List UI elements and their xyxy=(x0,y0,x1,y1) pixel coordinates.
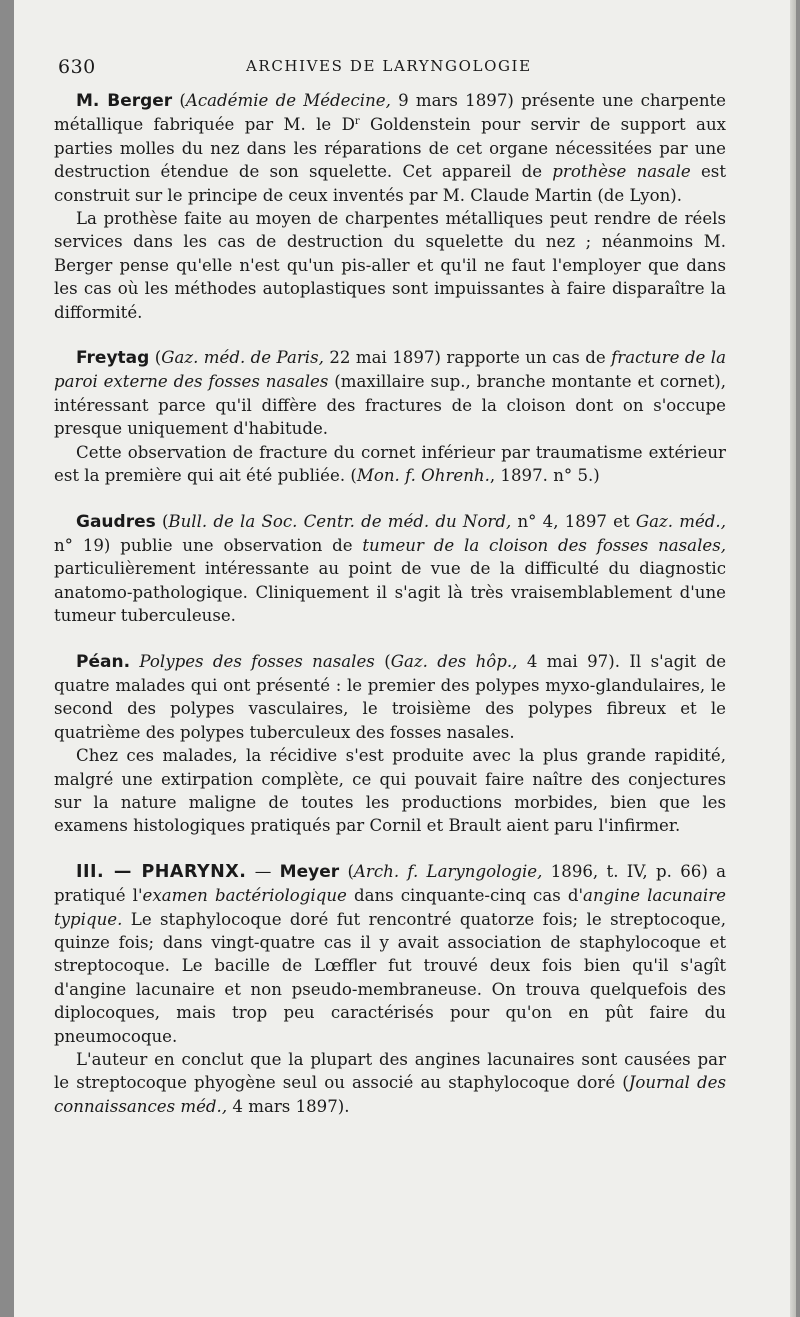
text-run: est construit sur le principe de ceux inventés par M. Claude Martin (de Lyon). xyxy=(54,162,726,205)
author-name: Meyer xyxy=(279,861,340,882)
section-heading: III. — PHARYNX. xyxy=(76,861,247,882)
source-citation: Gaz. méd. de Paris, xyxy=(161,348,324,368)
source-citation: Gaz. des hôp., xyxy=(390,651,518,671)
page-body xyxy=(54,89,726,1118)
source-citation: Académie de Médecine, xyxy=(185,91,391,110)
text-run: ( xyxy=(149,348,162,368)
berger-paragraph-1 xyxy=(54,89,726,207)
term-italic: examen bactériologique xyxy=(142,886,347,906)
text-run: ( xyxy=(172,91,186,110)
text-run: — xyxy=(246,861,280,881)
superscript: r xyxy=(354,116,360,128)
term-italic: tumeur de la cloison des fosses nasales, xyxy=(362,535,726,555)
page-edge-shadow xyxy=(790,0,796,1317)
text-run: Le staphylocoque doré fut rencontré quatorze fois; le streptocoque, quinze fois; dans vingt-quatre cas il y avait association de staphylocoque et streptocoque. Le bacille de Lœffler fut trouvé deux fois bien qu'il s'agît d'angine lacunaire et non pseudo-membraneuse. On trouva quelquefois des diplocoques, mais trop peu caractérisés pour qu'on en pût faire du pneumocoque. xyxy=(54,909,726,1046)
text-run: ( xyxy=(155,511,169,531)
text-run: 22 mai 1897) rapporte un cas de xyxy=(323,348,612,368)
text-run: n° 19) publie une observation de xyxy=(54,535,363,555)
text-run: (maxillaire sup., branche montante et cornet), intéressant parce qu'il diffère des fractures de la cloison dont on s'occupe presque uniquement d'habitude. xyxy=(54,372,726,439)
source-citation: Arch. f. Laryngologie, xyxy=(353,861,543,881)
running-title: ARCHIVES DE LARYNGOLOGIE xyxy=(246,57,532,75)
term-italic: prothèse nasale xyxy=(552,162,691,182)
book-page xyxy=(14,0,796,1317)
text-run: ( xyxy=(339,861,354,881)
author-name: Gaudres xyxy=(76,511,156,532)
text-run: 9 mars 1897) présente une charpente métallique fabriquée par M. le D xyxy=(54,91,726,135)
page-header xyxy=(58,56,748,80)
freytag-paragraph-2 xyxy=(54,441,726,488)
text-run: 1896, t. IV, p. 66) a pratiqué l' xyxy=(54,861,727,906)
text-run: ( xyxy=(374,651,391,671)
text-run: Cette observation de fracture du cornet inférieur par traumatisme extérieur est la première qui ait été publiée. ( xyxy=(54,442,726,486)
source-citation: Bull. de la Soc. Centr. de méd. du Nord, xyxy=(168,511,512,531)
text-run: Goldenstein pour servir de support aux parties molles du nez dans les réparations de cet organe nécessitées par une destruction étendue de son squelette. Cet appareil de xyxy=(54,115,726,182)
freytag-paragraph-1 xyxy=(54,346,726,441)
source-citation: Gaz. méd., xyxy=(635,511,726,531)
page-number: 630 xyxy=(58,56,96,78)
term-italic: angine lacunaire typique. xyxy=(54,886,726,929)
source-citation: Journal des connaissances méd., xyxy=(54,1073,726,1116)
text-run: particulièrement intéressante au point de vue de la difficulté du diagnostic anatomo-pathologique. Cliniquement il s'agit là très vraisemblablement d'une tumeur tuberculeuse. xyxy=(54,559,726,626)
pean-paragraph-1 xyxy=(54,650,726,745)
source-citation: Mon. f. Ohrenh. xyxy=(356,466,490,486)
gaudres-paragraph-1 xyxy=(54,510,726,628)
berger-paragraph-2: La prothèse faite au moyen de charpentes métalliques peut rendre de réels services dans les cas de destruction du squelette du nez ; néanmoins M. Berger pense qu'elle n'est qu'un pis-aller et qu'il ne faut l'employer que dans les cas où les méthodes autoplastiques sont impuissantes à faire disparaître la difformité. xyxy=(54,209,726,322)
text-run: 4 mars 1897). xyxy=(227,1096,350,1116)
text-run: n° 4, 1897 et xyxy=(511,511,636,531)
term-italic: Polypes des fosses nasales xyxy=(130,651,375,671)
author-name: Péan. xyxy=(76,651,131,672)
text-run: 4 mai 97). Il s'agit de quatre malades qui ont présenté : le premier des polypes myxo-glandulaires, le second des polypes vasculaires, le troisième des polypes fibreux et le quatrième des polypes tuberculeux des fosses nasales. xyxy=(54,651,727,742)
pean-paragraph-2: Chez ces malades, la récidive s'est produite avec la plus grande rapidité, malgré une extirpation complète, ce qui pouvait faire naître des conjectures sur la nature maligne de toutes les productions morbides, bien que les examens histologiques pratiqués par Cornil et Brault aient paru l'infirmer. xyxy=(54,746,726,836)
pharynx-paragraph-2 xyxy=(54,1048,726,1118)
pharynx-paragraph-1 xyxy=(54,860,726,1048)
text-run: , 1897. n° 5.) xyxy=(489,466,600,486)
term-italic: fracture de la paroi externe des fosses nasales xyxy=(54,348,726,392)
author-name: Freytag xyxy=(76,348,150,369)
text-run: dans cinquante-cinq cas d' xyxy=(346,886,584,906)
author-name: M. Berger xyxy=(76,91,173,111)
text-run: L'auteur en conclut que la plupart des angines lacunaires sont causées par le streptocoque phyogène seul ou associé au staphylocoque doré ( xyxy=(54,1050,726,1093)
